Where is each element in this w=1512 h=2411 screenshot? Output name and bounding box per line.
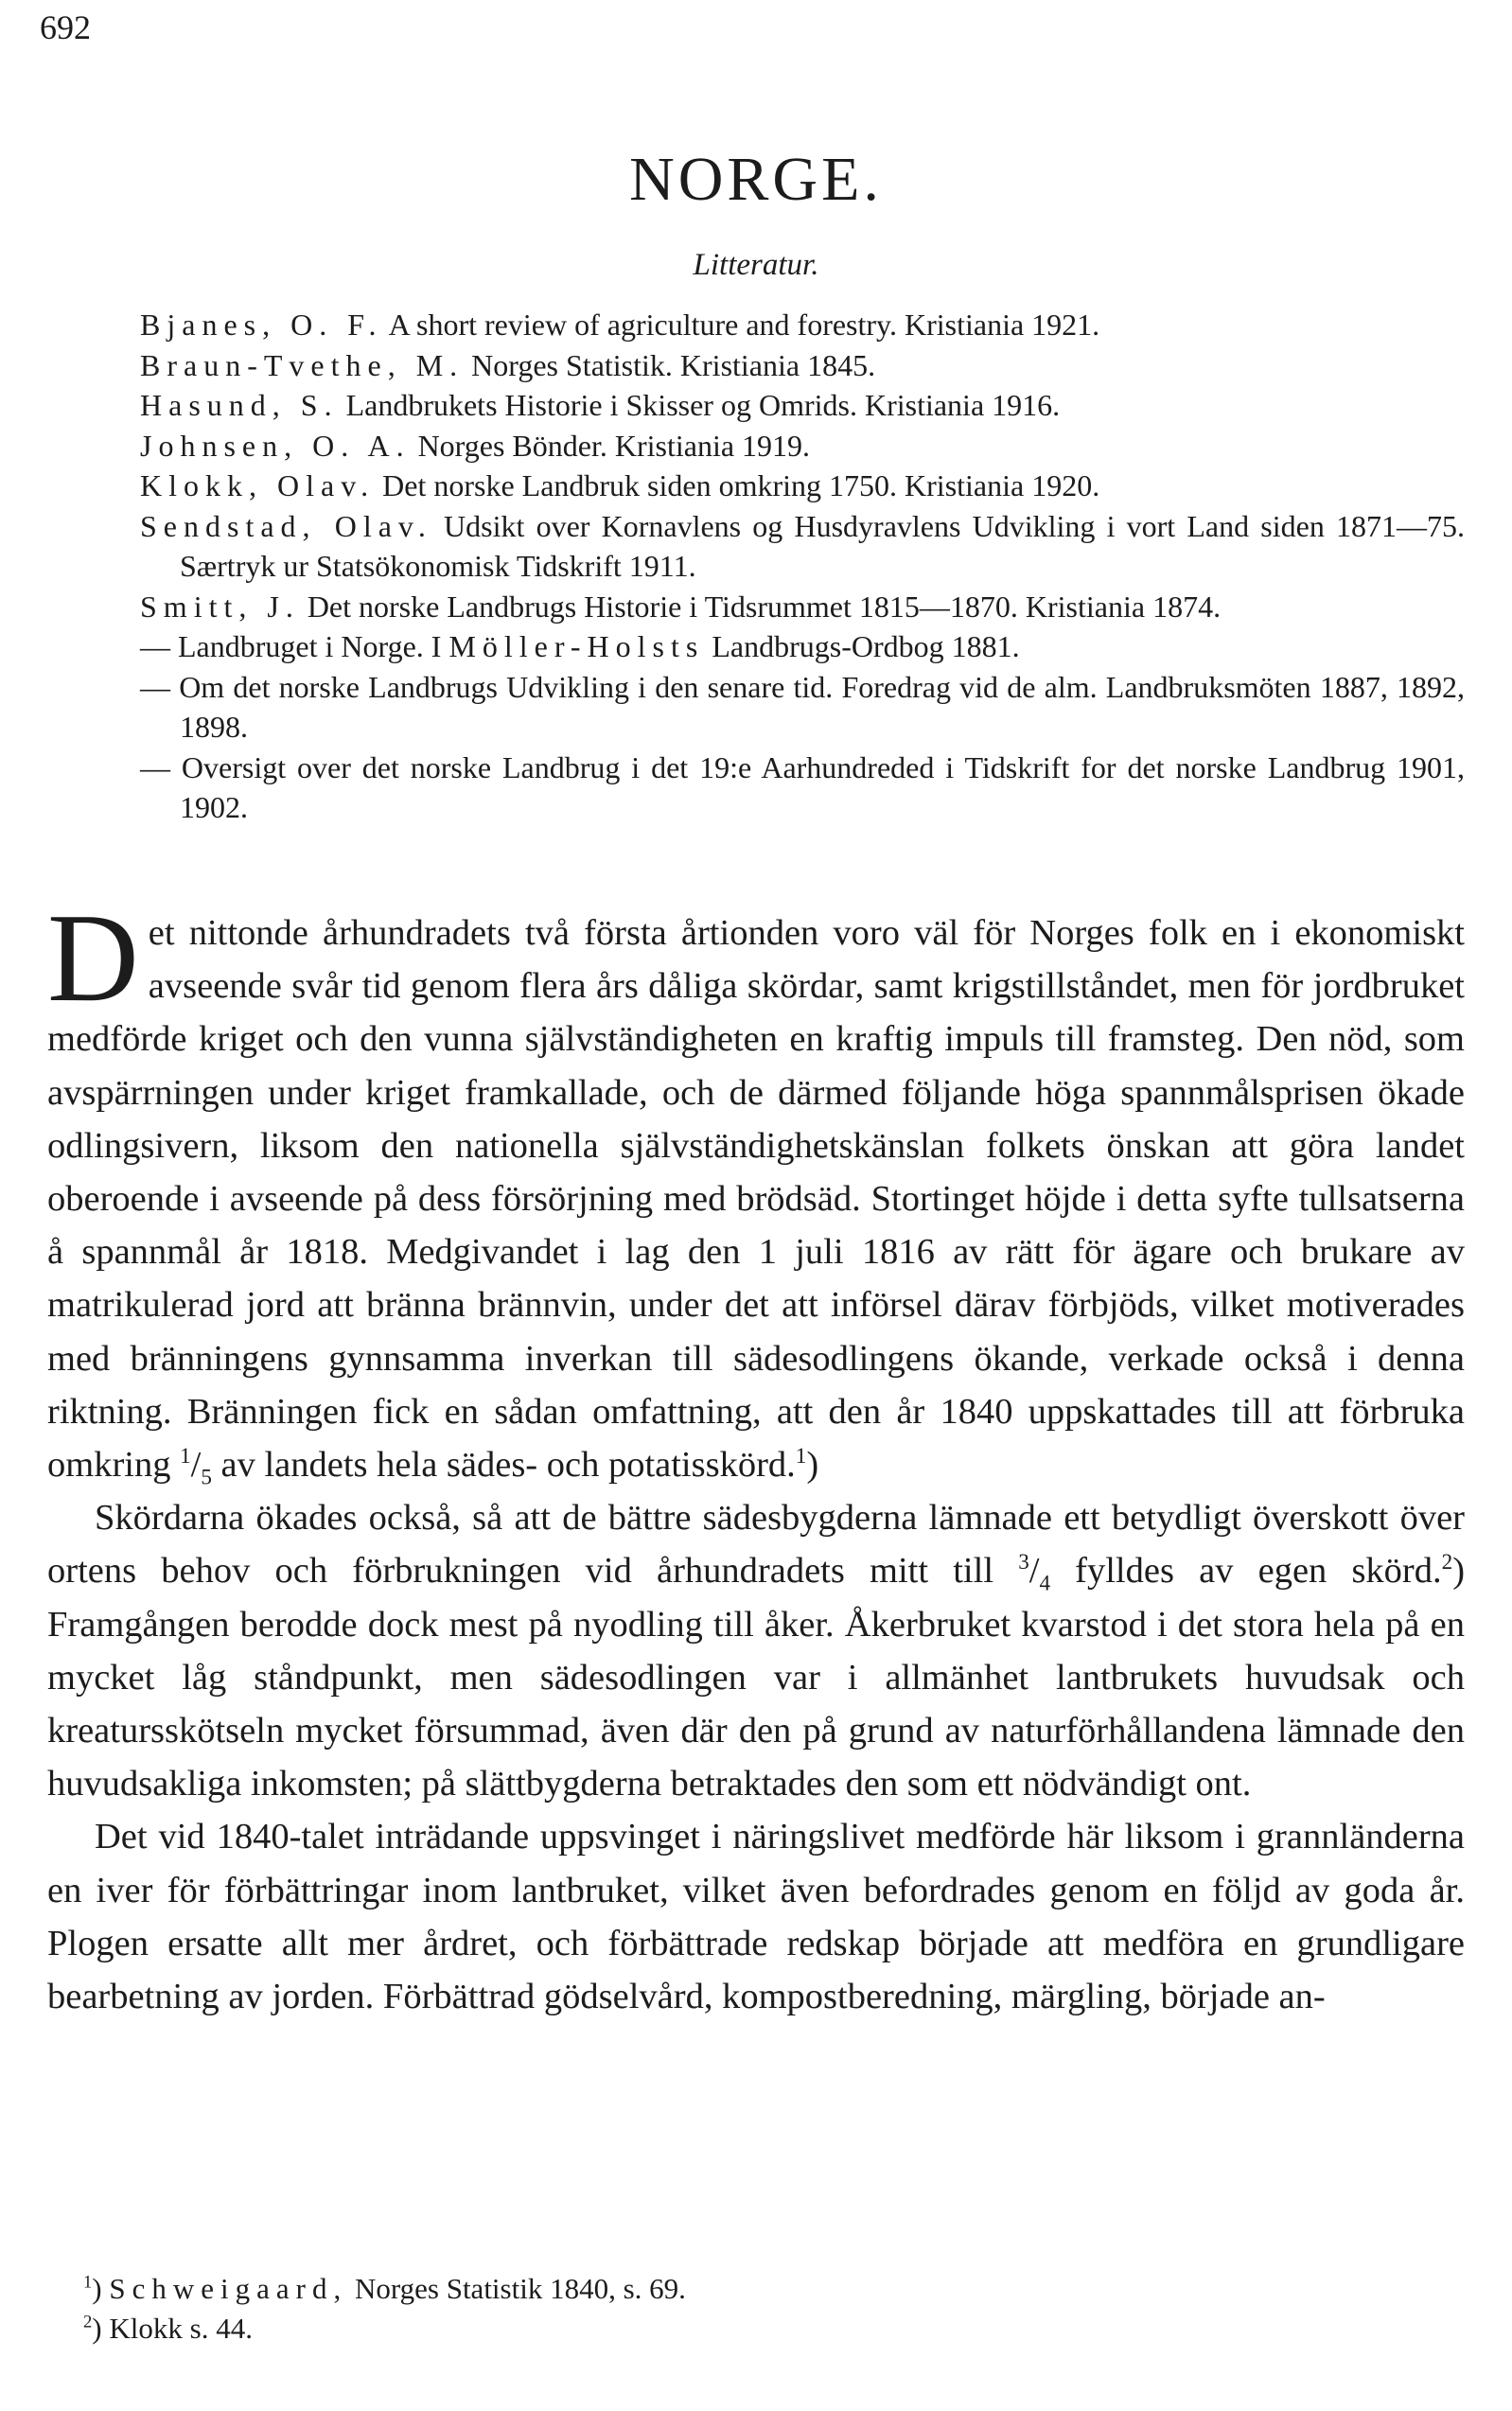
body-text xyxy=(47,888,1466,2023)
reference-dash: — xyxy=(140,669,170,704)
reference-dash: — xyxy=(140,629,170,663)
paragraph: Det nittonde århundradets två första årtionden voro väl för Norges folk en i ekonomiskt avseende svår tid genom flera års dåliga skördar, samt krigstillståndet, men för jordbruket medförde kriget och den vunna självständigheten en kraftig impuls till framsteg. Den nöd, som avspärrningen under kriget framkallade, och de därmed följande höga spannmålsprisen ökade odlingsivern, liksom den nationella självständighetskänslan folkets önskan att göra landet oberoende i avseende på dess försörjning med brödsäd. Stortinget höjde i detta syfte tullsatserna å spannmål år 1818. Medgivandet i lag den 1 juli 1816 av rätt för ägare och brukare av matrikulerad jord att bränna brännvin, under det att införsel därav förbjöds, vilket motiverades med bränningens gynnsamma inverkan till sädesodlingens ökande, verkade också i denna riktning. Bränningen fick en sådan omfattning, att den år 1840 uppskattades till att förbruka omkring $^1/_5$ av landets hela sädes- och potatisskörd.$^1$) xyxy=(47,888,1465,1489)
paragraph-text: ) xyxy=(806,1445,819,1486)
fraction-denominator: 4 xyxy=(1039,1571,1050,1596)
footnote-ref: 2 xyxy=(1441,1549,1453,1575)
reference-text: Det norske Landbruk siden omkring 1750. Kristiania 1920. xyxy=(382,468,1100,502)
reference-item xyxy=(140,667,1465,748)
reference-item xyxy=(140,506,1465,587)
drop-cap: D xyxy=(47,888,139,1028)
reference-text: Om det norske Landbrugs Udvikling i den senare tid. Foredrag vid de alm. Landbruksmöten 1887, 1892, 1898. xyxy=(179,669,1466,744)
fraction-denominator: 5 xyxy=(201,1464,212,1489)
footnotes xyxy=(83,2269,686,2349)
footnote-text: Norges Statistik 1840, s. 69. xyxy=(354,2272,686,2305)
reference-author: Möller-Holsts xyxy=(448,629,705,663)
footnote-text: Klokk s. 44. xyxy=(109,2312,253,2345)
footnote-mark: 2 xyxy=(83,2312,93,2332)
footnote: $^1$) Schweigaard, Norges Statistik 1840, s. 69. xyxy=(83,2272,686,2305)
paragraph: Skördarna ökades också, så att de bättre sädesbygderna lämnade ett betydligt överskott över ortens behov och förbrukningen vid århundradets mitt till $^3/_4$ fylldes av egen skörd.$^2$) Framgången berodde dock mest på nyodling till åker. Åkerbruket kvarstod i det stora hela på en mycket låg ståndpunkt, men sädesodlingen var i allmänhet lantbrukets huvudsak och kreatursskötseln mycket försummad, även där den på grund av naturförhållandena lämnade den huvudsakliga inkomsten; på slättbygderna betraktades den som ett nödvändigt ont. xyxy=(47,1498,1466,1804)
reference-item xyxy=(140,305,1465,345)
paragraph-text: Skördarna ökades också, så att de bättre sädesbygderna lämnade ett betydligt överskott över ortens behov och förbrukningen vid århundradets mitt till xyxy=(47,1498,1465,1592)
paragraph-text: av landets hela sädes- och potatisskörd. xyxy=(220,1445,796,1486)
footnote: $^2$) Klokk s. 44. xyxy=(83,2312,253,2345)
reference-author: Klokk, Olav. xyxy=(140,468,376,502)
reference-author: Bjanes, O. F. xyxy=(140,308,383,342)
reference-item xyxy=(140,626,1465,667)
reference-text: Landbruget i Norge. I xyxy=(178,629,442,663)
reference-author: Johnsen, O. A. xyxy=(140,428,411,463)
reference-text: Landbrukets Historie i Skisser og Omrids. Kristiania 1916. xyxy=(345,388,1061,422)
reference-item xyxy=(140,748,1465,828)
paragraph xyxy=(47,1810,1465,2023)
footnote-mark: 1 xyxy=(83,2272,93,2293)
reference-list xyxy=(140,305,1465,828)
reference-text: Udsikt over Kornavlens og Husdyravlens Udvikling i vort Land siden 1871—75. Særtryk ur Statsökonomisk Tidskrift 1911. xyxy=(180,508,1466,583)
footnote-ref: 1 xyxy=(795,1443,807,1469)
reference-item xyxy=(140,466,1465,506)
paragraph-text: fylldes av egen skörd. xyxy=(1075,1551,1442,1592)
reference-text: Norges Bönder. Kristiania 1919. xyxy=(417,428,811,463)
footnote-author: Schweigaard, xyxy=(109,2272,348,2305)
paragraph-text: et nittonde århundradets två första årtionden voro väl för Norges folk en i ekonomiskt avseende svår tid genom flera års dåliga skördar, samt krigstillståndet, men för jordbruket medförde kriget och den vunna självständigheten en kraftig impuls till framsteg. Den nöd, som avspärrningen under kriget framkallade, och de därmed följande höga spannmålsprisen ökade odlingsivern, liksom den nationella självständighetskänslan folkets önskan att göra landet oberoende i avseende på dess försörjning med brödsäd. Stortinget höjde i detta syfte tullsatserna å spannmål år 1818. Medgivandet i lag den 1 juli 1816 av rätt för ägare och brukare av matrikulerad jord att bränna brännvin, under det att införsel därav förbjöds, vilket motiverades med bränningens gynnsamma inverkan till sädesodlingens ökande, verkade också i denna riktning. Bränningen fick en sådan omfattning, att den år 1840 uppskattades till att förbruka omkring xyxy=(47,913,1465,1486)
paragraph-text: ) Framgången berodde dock mest på nyodling till åker. Åkerbruket kvarstod i det stora hela på en mycket låg ståndpunkt, men sädesodlingen var i allmänhet lantbrukets huvudsak och kreatursskötseln mycket försummad, även där den på grund av naturförhållandena lämnade den huvudsakliga inkomsten; på slättbygderna betraktades den som ett nödvändigt ont. xyxy=(47,1551,1466,1804)
paragraph-text: Det vid 1840-talet inträdande uppsvinget i näringslivet medförde här liksom i grannländerna en iver för förbättringar inom lantbruket, vilket även befordrades genom en följd av goda år. Plogen ersatte allt mer årdret, och förbättrade redskap började att medföra en grundligare bearbetning av jorden. Förbättrad gödselvård, kompostberedning, märgling, började an- xyxy=(47,1817,1465,2017)
reference-author: Sendstad, Olav. xyxy=(140,508,432,543)
fraction-numerator: 3 xyxy=(1018,1549,1029,1575)
reference-text: Oversigt over det norske Landbrug i det 19:e Aarhundreded i Tidskrift for det norske Landbrug 1901, 1902. xyxy=(180,749,1466,824)
reference-author: Smitt, J. xyxy=(140,589,300,624)
reference-text: Landbrugs-Ordbog 1881. xyxy=(712,629,1020,663)
reference-author: Hasund, S. xyxy=(140,388,339,422)
reference-item xyxy=(140,345,1465,386)
reference-text: A short review of agriculture and forestry. Kristiania 1921. xyxy=(388,308,1100,342)
literature-heading: Litteratur. xyxy=(693,248,819,282)
reference-text: Norges Statistik. Kristiania 1845. xyxy=(471,347,876,382)
reference-text: Det norske Landbrugs Historie i Tidsrummet 1815—1870. Kristiania 1874. xyxy=(307,589,1222,624)
reference-author: Braun-Tvethe, M. xyxy=(140,347,465,382)
reference-item xyxy=(140,385,1465,426)
page-number: 692 xyxy=(40,9,91,46)
reference-dash: — xyxy=(140,749,170,784)
reference-item xyxy=(140,426,1465,466)
reference-item xyxy=(140,587,1465,627)
fraction-numerator: 1 xyxy=(180,1443,191,1469)
page-title: NORGE. xyxy=(629,145,883,214)
